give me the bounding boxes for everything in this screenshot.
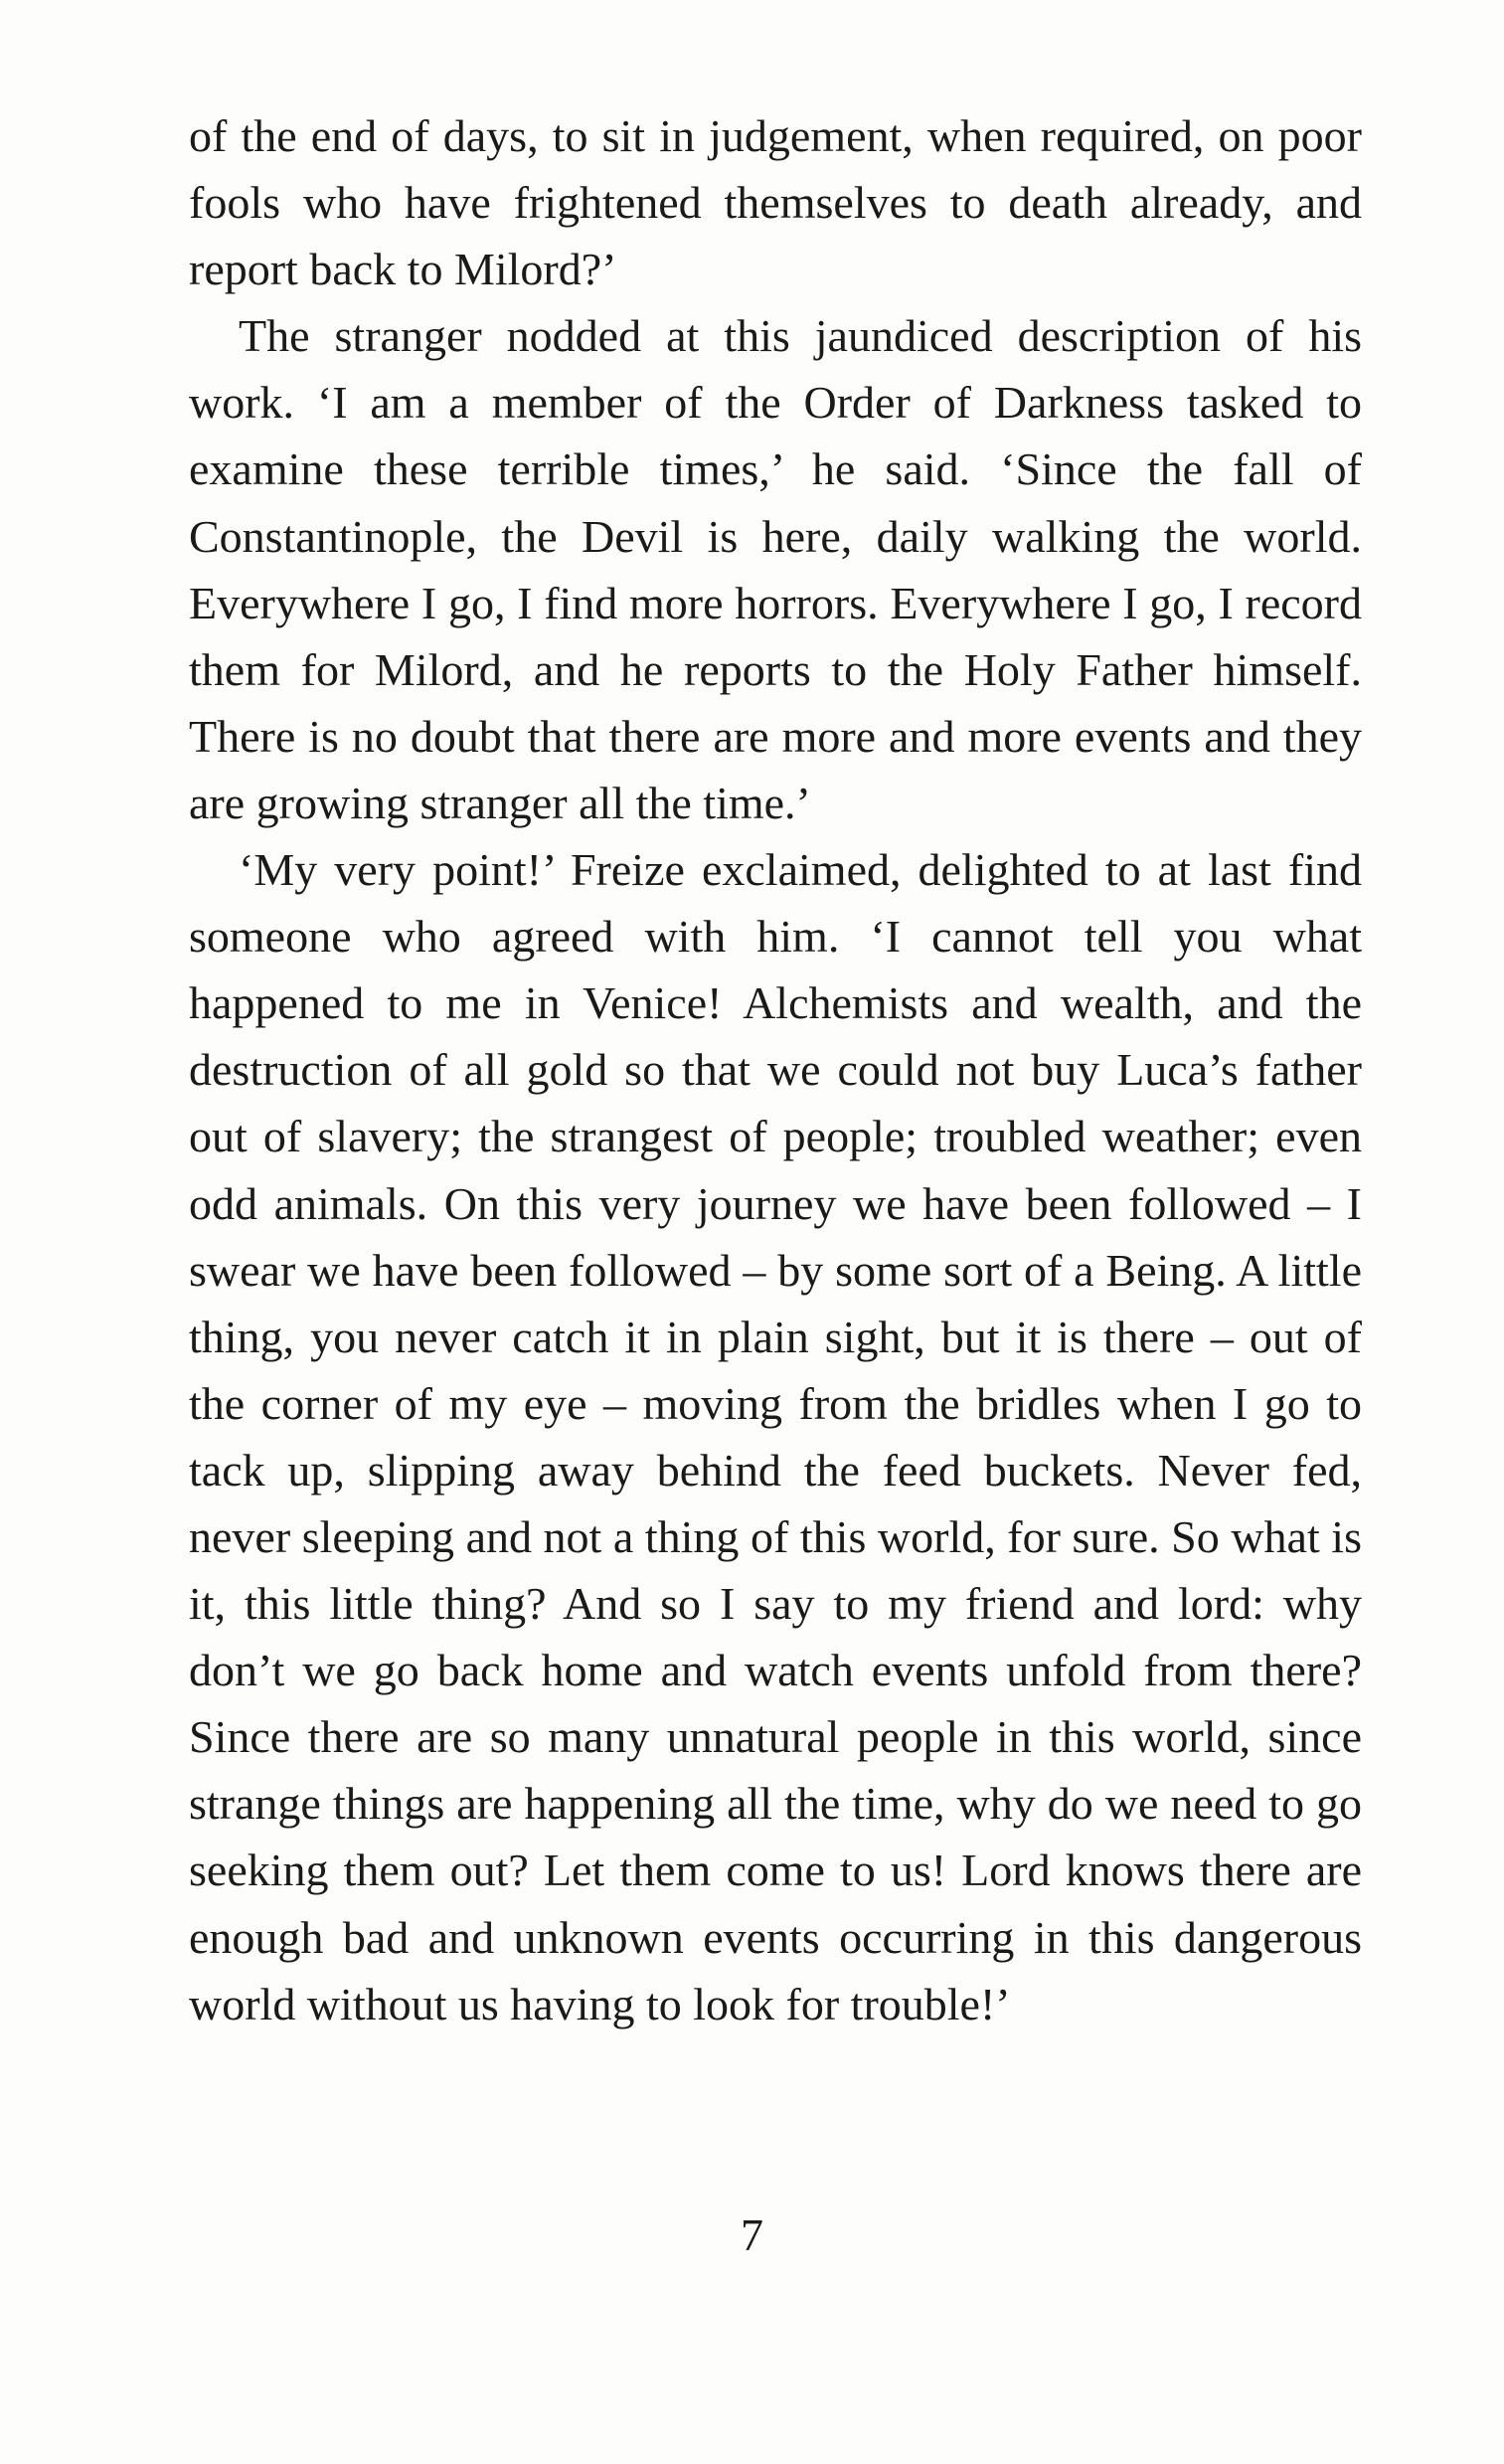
page-number: 7 [741, 2209, 763, 2260]
body-text [189, 102, 1362, 2037]
paragraph-freize: ‘My very point!’ Freize exclaimed, delighted to at last find someone who agreed with him. ‘I cannot tell you what happened to me in Venice! Alchemists and wealth, and the destruction of all gold so that we could not buy Luca’s father out of slavery; the strangest of people; troubled weather; even odd animals. On this very journey we have been followed – I swear we have been followed – by some sort of a Being. A little thing, you never catch it in plain sight, but it is there – out of the corner of my eye – moving from the bridles when I go to tack up, slipping away behind the feed buckets. Never fed, never sleeping and not a thing of this world, for sure. So what is it, this little thing? And so I say to my friend and lord: why don’t we go back home and watch events unfold from there? Since there are so many unnatural people in this world, since strange things are happening all the time, why do we need to go seeking them out? Let them come to us! Lord knows there are enough bad and unknown events occurring in this dangerous world without us having to look for trouble!’ [189, 844, 1362, 2029]
paragraph-stranger: The stranger nodded at this jaundiced description of his work. ‘I am a member of the Order of Darkness tasked to examine these terrible times,’ he said. ‘Since the fall of Constantinople, the Devil is here, daily walking the world. Everywhere I go, I find more horrors. Everywhere I go, I record them for Milord, and he reports to the Holy Father himself. There is no doubt that there are more and more events and they are growing stranger all the time.’ [189, 310, 1362, 828]
paragraph-continued: of the end of days, to sit in judgement, when required, on poor fools who have frightened themselves to death already, and report back to Milord?’ [189, 110, 1362, 295]
